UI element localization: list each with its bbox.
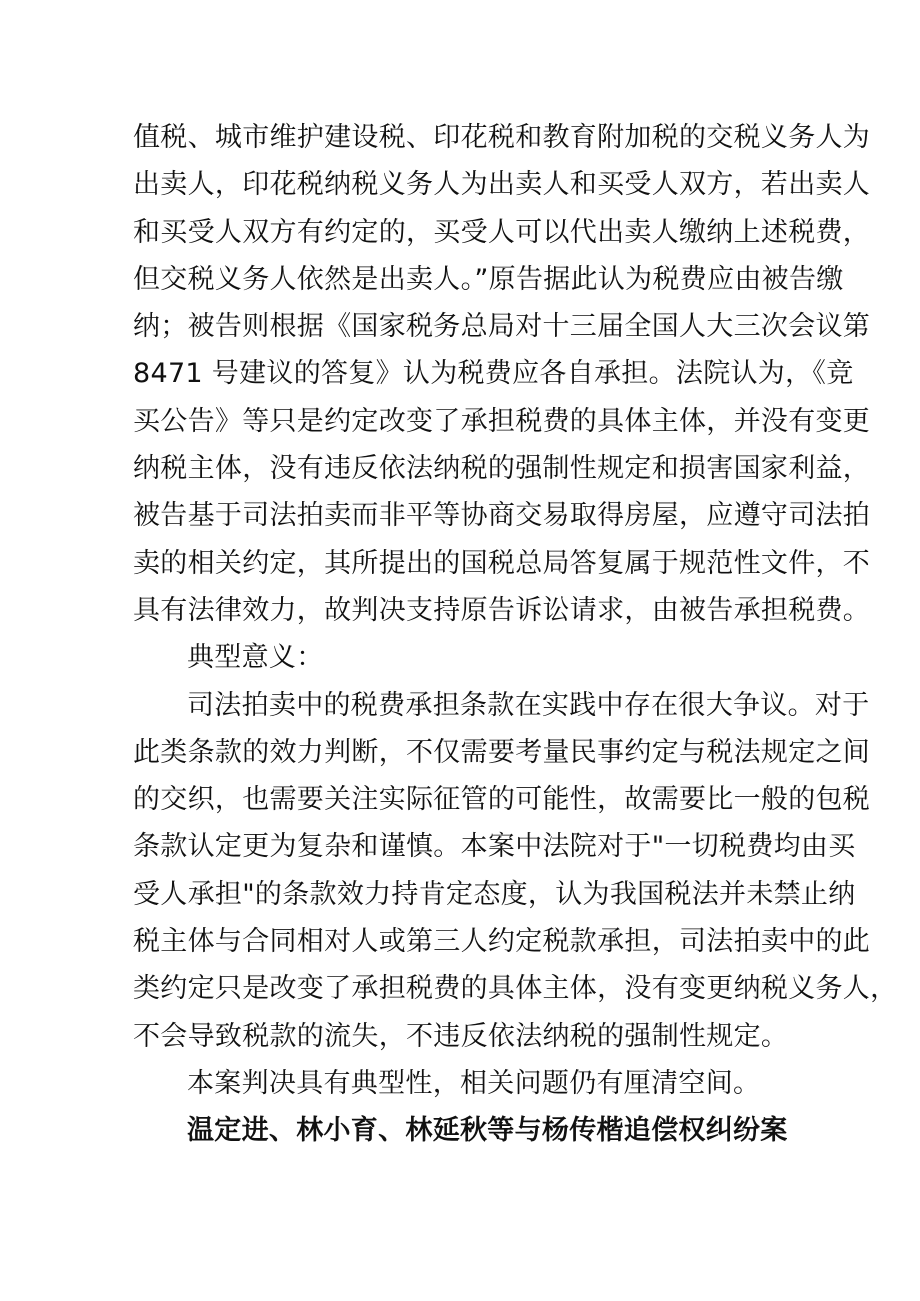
- body-text-line: 不会导致税款的流失，不违反依法纳税的强制性规定。: [133, 1020, 789, 1052]
- body-text-line: 受人承担"的条款效力持肯定态度，认为我国税法并未禁止纳: [133, 878, 856, 910]
- body-text-line: 本案判决具有典型性，相关问题仍有厘清空间。: [187, 1067, 761, 1099]
- body-text-line: 买公告》等只是约定改变了承担税费的具体主体，并没有变更: [133, 405, 871, 437]
- body-text-line: 和买受人双方有约定的，买受人可以代出卖人缴纳上述税费，: [133, 216, 871, 248]
- case-heading: 温定进、林小育、林延秋等与杨传楷追偿权纠纷案: [187, 1115, 788, 1147]
- body-text-line: 出卖人，印花税纳税义务人为出卖人和买受人双方，若出卖人: [133, 169, 871, 201]
- body-text-line: 被告基于司法拍卖而非平等协商交易取得房屋，应遵守司法拍: [133, 500, 871, 532]
- body-text-line: 纳；被告则根据《国家税务总局对十三届全国人大三次会议第: [133, 311, 871, 343]
- body-text-line: 类约定只是改变了承担税费的具体主体，没有变更纳税义务人，: [133, 973, 898, 1005]
- document-body: [133, 114, 898, 1155]
- body-text-line: 税主体与合同相对人或第三人约定税款承担，司法拍卖中的此: [133, 926, 871, 958]
- body-text-line: 值税、城市维护建设税、印花税和教育附加税的交税义务人为: [133, 122, 871, 153]
- body-text-line: 但交税义务人依然是出卖人。”原告据此认为税费应由被告缴: [133, 263, 844, 295]
- body-text-line: 的交织，也需要关注实际征管的可能性，故需要比一般的包税: [133, 784, 871, 816]
- body-text-line: 卖的相关约定，其所提出的国税总局答复属于规范性文件，不: [133, 547, 871, 579]
- body-text-line: 8471 号建议的答复》认为税费应各自承担。法院认为，《竞: [133, 358, 854, 390]
- body-text-line: 司法拍卖中的税费承担条款在实践中存在很大争议。对于: [187, 689, 870, 721]
- body-text-line: 此类条款的效力判断，不仅需要考量民事约定与税法规定之间: [133, 736, 871, 768]
- body-text-line: 具有法律效力，故判决支持原告诉讼请求，由被告承担税费。: [133, 594, 871, 626]
- body-text-line: 条款认定更为复杂和谨慎。本案中法院对于"一切税费均由买: [133, 831, 856, 863]
- section-label-typical-significance: 典型意义：: [187, 642, 324, 674]
- body-text-line: 纳税主体，没有违反依法纳税的强制性规定和损害国家利益，: [133, 453, 871, 485]
